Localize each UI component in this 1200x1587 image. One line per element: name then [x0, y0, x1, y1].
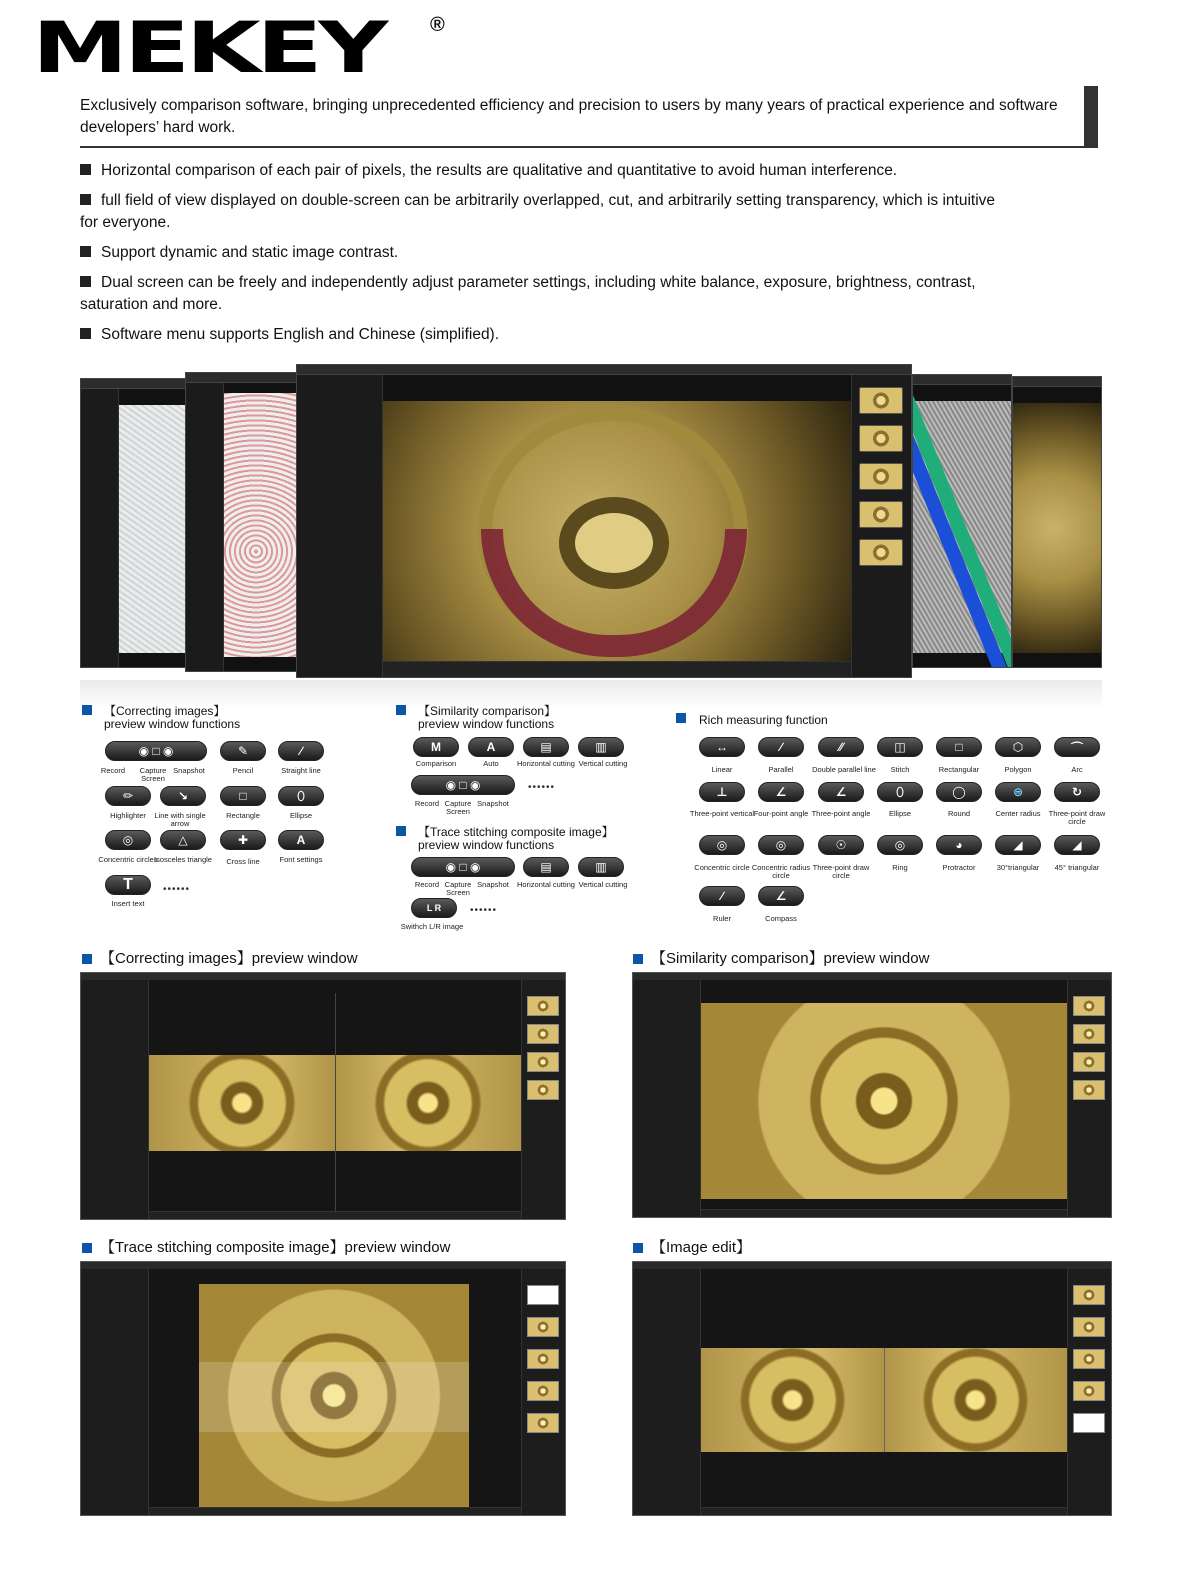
section-marker-icon: [82, 705, 92, 715]
tool-label: Three-point draw circle: [1048, 809, 1106, 826]
auto-button[interactable]: A: [468, 737, 514, 757]
trace-tools-title: 【Trace stitching composite image】 preview window functions: [418, 825, 614, 852]
pencil-tool-button[interactable]: ✎: [220, 741, 266, 761]
tool-label: Vertical cutting: [578, 880, 628, 889]
tool-label: Concentric radius circle: [751, 863, 811, 880]
four-point-angle-tool-button[interactable]: ∠: [758, 782, 804, 802]
comparison-button[interactable]: M: [413, 737, 459, 757]
thumbnail-strip: [851, 375, 911, 677]
three-point-circle-tool-button[interactable]: ↻: [1054, 782, 1100, 802]
section-marker-icon: [396, 826, 406, 836]
tool-label: Insert text: [111, 899, 145, 908]
section-marker-icon: [633, 954, 643, 964]
tool-label: Swithch L/R image: [400, 922, 464, 931]
tool-label: Compass: [765, 914, 797, 923]
rectangular-tool-button[interactable]: □: [936, 737, 982, 757]
tool-label: Pencil: [232, 766, 254, 775]
bullet-square-icon: [80, 328, 91, 339]
linear-tool-button[interactable]: ↔: [699, 737, 745, 757]
rectangle-tool-button[interactable]: □: [220, 786, 266, 806]
bullet-square-icon: [80, 164, 91, 175]
tool-label: Cross line: [226, 857, 260, 866]
correcting-tools-title: 【Correcting images】 preview window functions: [104, 704, 241, 731]
protractor-tool-button[interactable]: ◕: [936, 835, 982, 855]
tool-label: Highlighter: [110, 811, 146, 820]
feature-item: full field of view displayed on double-screen can be arbitrarily overlapped, cut, and arbitrarily setting transparency, which is intuitive for everyone.: [80, 192, 996, 231]
tool-label: Concentric circle: [694, 863, 750, 872]
tool-label: Snapshot: [477, 880, 509, 889]
record-capture-snapshot-group[interactable]: ◉ □ ◉: [411, 775, 515, 795]
arrow-line-tool-button[interactable]: ↘: [160, 786, 206, 806]
triangle-tool-button[interactable]: △: [160, 830, 206, 850]
bullet-square-icon: [80, 276, 91, 287]
screen-cartridge-right: [1012, 376, 1102, 668]
more-ellipsis: ••••••: [163, 884, 191, 895]
section-marker-icon: [82, 954, 92, 964]
trace-window-screenshot: [80, 1261, 566, 1516]
stitch-tool-button[interactable]: ◫: [877, 737, 923, 757]
insert-text-button[interactable]: T: [105, 875, 151, 895]
tool-label: Straight line: [281, 766, 321, 775]
tool-label: Three-point draw circle: [812, 863, 870, 880]
tool-label: Snapshot: [477, 799, 509, 808]
cartridge-overlay-image: [701, 1003, 1067, 1199]
horizontal-cutting-button[interactable]: ▤: [523, 857, 569, 877]
tool-label: Polygon: [1004, 765, 1032, 774]
section-marker-icon: [396, 705, 406, 715]
tool-label: Arc: [1071, 765, 1083, 774]
tool-label: Three-point angle: [811, 809, 871, 818]
more-ellipsis: ••••••: [528, 782, 556, 793]
switch-lr-image-button[interactable]: L R: [411, 898, 457, 918]
tool-label: 45° triangular: [1054, 863, 1100, 872]
registered-mark: ®: [430, 14, 445, 36]
vertical-cutting-button[interactable]: ▥: [578, 857, 624, 877]
cartridge-image: [383, 401, 851, 661]
tool-label: Four-point angle: [753, 809, 809, 818]
tool-label: Horizontal cutting: [517, 759, 575, 768]
ellipse-measure-tool-button[interactable]: ⬯: [877, 782, 923, 802]
ring-tool-button[interactable]: ◎: [877, 835, 923, 855]
screen-cable: [912, 374, 1012, 668]
correcting-window-title: 【Correcting images】preview window: [100, 950, 358, 967]
tool-label: Concentric circles: [98, 855, 158, 864]
highlighter-tool-button[interactable]: ✏: [105, 786, 151, 806]
straight-line-tool-button[interactable]: ∕: [278, 741, 324, 761]
more-ellipsis: ••••••: [470, 905, 498, 916]
ellipse-tool-button[interactable]: ⬯: [278, 786, 324, 806]
similarity-tools-title: 【Similarity comparison】 preview window functions: [418, 704, 557, 731]
correcting-window-screenshot: [80, 972, 566, 1220]
tool-label: Capture Screen: [139, 766, 167, 783]
tool-label: Round: [947, 809, 971, 818]
font-settings-button[interactable]: A: [278, 830, 324, 850]
tool-label: Capture Screen: [444, 799, 472, 816]
feature-item: Dual screen can be freely and independently adjust parameter settings, including white balance, exposure, brightness, contrast, saturation and more.: [80, 274, 976, 313]
bullet-square-icon: [80, 194, 91, 205]
arc-tool-button[interactable]: ⌒: [1054, 737, 1100, 757]
section-marker-icon: [82, 1243, 92, 1253]
tool-label: Record: [414, 799, 440, 808]
tool-label: Isosceles triangle: [154, 855, 212, 864]
triangle-30-tool-button[interactable]: ◢: [995, 835, 1041, 855]
polygon-tool-button[interactable]: ⬡: [995, 737, 1041, 757]
intro-accent-bar: [1084, 86, 1098, 148]
image-edit-title: 【Image edit】: [651, 1239, 752, 1256]
screen-fingerprint: [185, 372, 305, 672]
trace-window-title: 【Trace stitching composite image】preview window: [100, 1239, 451, 1256]
feature-list: [80, 160, 1000, 354]
image-edit-screenshot: [632, 1261, 1112, 1516]
section-marker-icon: [676, 713, 686, 723]
tool-label: Center radius: [995, 809, 1041, 818]
tool-label: Linear: [711, 765, 733, 774]
section-marker-icon: [633, 1243, 643, 1253]
tool-label: Vertical cutting: [578, 759, 628, 768]
ruler-tool-button[interactable]: ∕: [699, 886, 745, 906]
tool-label: Three-point vertical: [689, 809, 755, 818]
tool-label: Ellipse: [888, 809, 912, 818]
three-point-draw-circle-tool-button[interactable]: ☉: [818, 835, 864, 855]
concentric-circle-tool-button[interactable]: ◎: [699, 835, 745, 855]
intro-divider: [80, 146, 1098, 148]
brand-name: MEKEY: [32, 7, 385, 89]
tool-label: Ellipse: [289, 811, 313, 820]
tool-label: Font settings: [279, 855, 323, 864]
vertical-cutting-button[interactable]: ▥: [578, 737, 624, 757]
software-screens-collage: [80, 364, 1102, 684]
concentric-circles-tool-button[interactable]: ◎: [105, 830, 151, 850]
similarity-window-screenshot: [632, 972, 1112, 1218]
parallel-tool-button[interactable]: ∕: [758, 737, 804, 757]
cross-line-tool-button[interactable]: ✚: [220, 830, 266, 850]
feature-item: Software menu supports English and Chinese (simplified).: [80, 324, 1000, 346]
tool-label: Rectangular: [938, 765, 980, 774]
tool-label: Protractor: [942, 863, 976, 872]
tool-label: Record: [414, 880, 440, 889]
tool-label: Auto: [483, 759, 499, 768]
tool-label: Comparison: [415, 759, 457, 768]
tool-label: Capture Screen: [444, 880, 472, 897]
tool-label: Ring: [892, 863, 908, 872]
brand-logo: [32, 7, 445, 89]
similarity-window-title: 【Similarity comparison】preview window: [651, 950, 930, 967]
tool-label: Record: [100, 766, 126, 775]
tool-label: Rectangle: [226, 811, 260, 820]
record-capture-snapshot-group[interactable]: ◉ □ ◉: [105, 741, 207, 761]
record-capture-snapshot-group[interactable]: ◉ □ ◉: [411, 857, 515, 877]
horizontal-cutting-button[interactable]: ▤: [523, 737, 569, 757]
screen-main-comparison: [296, 364, 912, 678]
screen-handwriting: [80, 378, 190, 668]
center-radius-tool-button[interactable]: ⊜: [995, 782, 1041, 802]
tool-label: Double parallel line: [812, 765, 876, 774]
double-parallel-tool-button[interactable]: ∕∕: [818, 737, 864, 757]
tool-label: Line with single arrow: [154, 811, 206, 828]
screen-reflection: [80, 680, 1102, 708]
tool-label: Ruler: [713, 914, 731, 923]
measuring-tools-title: Rich measuring function: [699, 713, 828, 727]
feature-item: Support dynamic and static image contrast.: [80, 242, 1000, 264]
tool-label: Stitch: [890, 765, 910, 774]
triangle-45-tool-button[interactable]: ◢: [1054, 835, 1100, 855]
tool-label: Horizontal cutting: [517, 880, 575, 889]
intro-paragraph: Exclusively comparison software, bringing unprecedented efficiency and precision to users by many years of practical experience and software developers’ hard work.: [80, 97, 1058, 136]
tool-label: Snapshot: [173, 766, 205, 775]
compass-tool-button[interactable]: ∠: [758, 886, 804, 906]
bullet-square-icon: [80, 246, 91, 257]
tool-label: 30°triangular: [996, 863, 1040, 872]
three-point-vertical-tool-button[interactable]: ⊥: [699, 782, 745, 802]
feature-item: Horizontal comparison of each pair of pixels, the results are qualitative and quantitative to avoid human interference.: [80, 160, 1000, 182]
round-tool-button[interactable]: ◯: [936, 782, 982, 802]
concentric-radius-circle-tool-button[interactable]: ◎: [758, 835, 804, 855]
three-point-angle-tool-button[interactable]: ∠: [818, 782, 864, 802]
tool-label: Parallel: [768, 765, 794, 774]
